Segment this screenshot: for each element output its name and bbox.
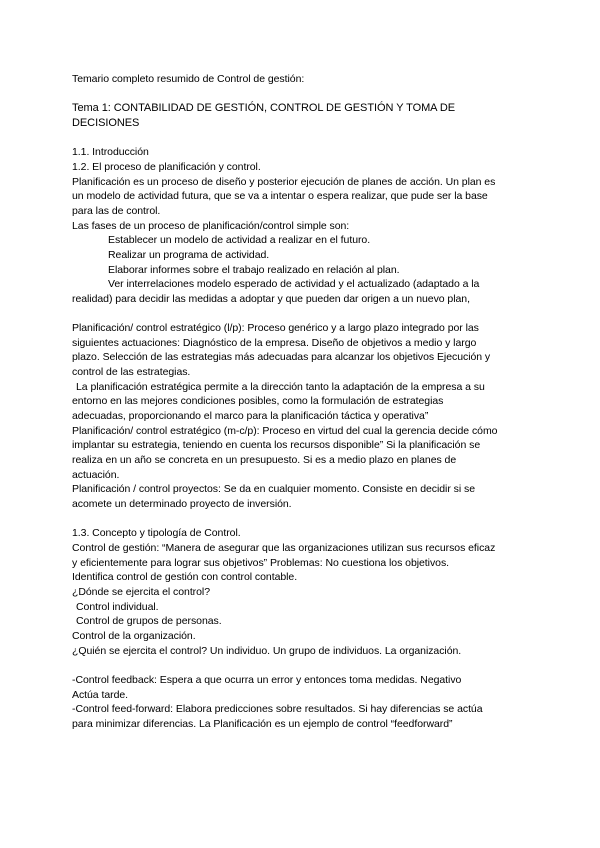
- paragraph-line: Control de la organización.: [72, 630, 196, 642]
- paragraph-line: siguientes actuaciones: Diagnóstico de la empresa. Diseño de objetivos a medio y largo: [72, 337, 477, 349]
- tema1-heading-line1: Tema 1: CONTABILIDAD DE GESTIÓN, CONTROL DE GESTIÓN Y TOMA DE: [72, 102, 456, 114]
- paragraph-line: Planificación/ control estratégico (m-c/p): Proceso en virtud del cual la gerencia decide cómo: [72, 425, 498, 437]
- paragraph-line: Las fases de un proceso de planificación/control simple son:: [72, 220, 350, 232]
- paragraph-line: La planificación estratégica permite a la dirección tanto la adaptación de la empresa a su: [76, 381, 485, 393]
- tema1-heading-line2: DECISIONES: [72, 117, 140, 129]
- paragraph-line: un modelo de actividad futura, que se va a intentar o espera realizar, que pude ser la base: [72, 190, 488, 202]
- paragraph-line: acomete un determinado proyecto de inversión.: [72, 498, 292, 510]
- fase-item: Realizar un programa de actividad.: [108, 249, 270, 261]
- paragraph-line: -Control feedback: Espera a que ocurra un error y entonces toma medidas. Negativo: [72, 674, 462, 686]
- paragraph-line: adecuadas, proporcionando el marco para la planificación táctica y operativa”: [72, 410, 429, 422]
- paragraph-line: ¿Quién se ejercita el control? Un individuo. Un grupo de individuos. La organización.: [72, 645, 462, 657]
- paragraph-line: realiza en un año se concreta en un presupuesto. Si es a medio plazo en planes de: [72, 454, 457, 466]
- list-item: Control de grupos de personas.: [76, 615, 222, 627]
- paragraph-line: para minimizar diferencias. La Planificación es un ejemplo de control “feedforward”: [72, 718, 453, 730]
- paragraph-line: Planificación es un proceso de diseño y posterior ejecución de planes de acción. Un plan es: [72, 176, 496, 188]
- paragraph-line: actuación.: [72, 469, 120, 481]
- paragraph-line: Control de gestión: “Manera de asegurar que las organizaciones utilizan sus recursos eficaz: [72, 542, 496, 554]
- fase-item: Ver interrelaciones modelo esperado de actividad y el actualizado (adaptado a la: [108, 278, 480, 290]
- fase-item: Elaborar informes sobre el trabajo realizado en relación al plan.: [108, 264, 400, 276]
- paragraph-line: Identifica control de gestión con control contable.: [72, 571, 298, 583]
- section-1-1: 1.1. Introducción: [72, 146, 149, 158]
- paragraph-line: y eficientemente para lograr sus objetivos” Problemas: No cuestiona los objetivos.: [72, 557, 450, 569]
- document-title: Temario completo resumido de Control de gestión:: [72, 73, 305, 85]
- paragraph-line: para las de control.: [72, 205, 161, 217]
- section-1-3: 1.3. Concepto y tipología de Control.: [72, 527, 241, 539]
- paragraph-line: implantar su estrategia, teniendo en cuenta los recursos disponible” Si la planificación se: [72, 439, 481, 451]
- paragraph-line: Planificación / control proyectos: Se da en cualquier momento. Consiste en decidir si se: [72, 483, 475, 495]
- paragraph-line: ¿Dónde se ejercita el control?: [72, 586, 210, 598]
- paragraph-line: Planificación/ control estratégico (l/p): Proceso genérico y a largo plazo integrado por las: [72, 322, 479, 334]
- paragraph-line: realidad) para decidir las medidas a adoptar y que pueden dar origen a un nuevo plan,: [72, 293, 470, 305]
- section-1-2: 1.2. El proceso de planificación y control.: [72, 161, 261, 173]
- paragraph-line: -Control feed-forward: Elabora predicciones sobre resultados. Si hay diferencias se actúa: [72, 703, 483, 715]
- paragraph-line: entorno en las mejores condiciones posibles, como la formulación de estrategias: [72, 395, 444, 407]
- list-item: Control individual.: [76, 601, 159, 613]
- paragraph-line: plazo. Selección de las estrategias más adecuadas para alcanzar los objetivos Ejecución y: [72, 351, 491, 363]
- fase-item: Establecer un modelo de actividad a realizar en el futuro.: [108, 234, 371, 246]
- paragraph-line: Actúa tarde.: [72, 689, 129, 701]
- paragraph-line: control de las estrategias.: [72, 366, 191, 378]
